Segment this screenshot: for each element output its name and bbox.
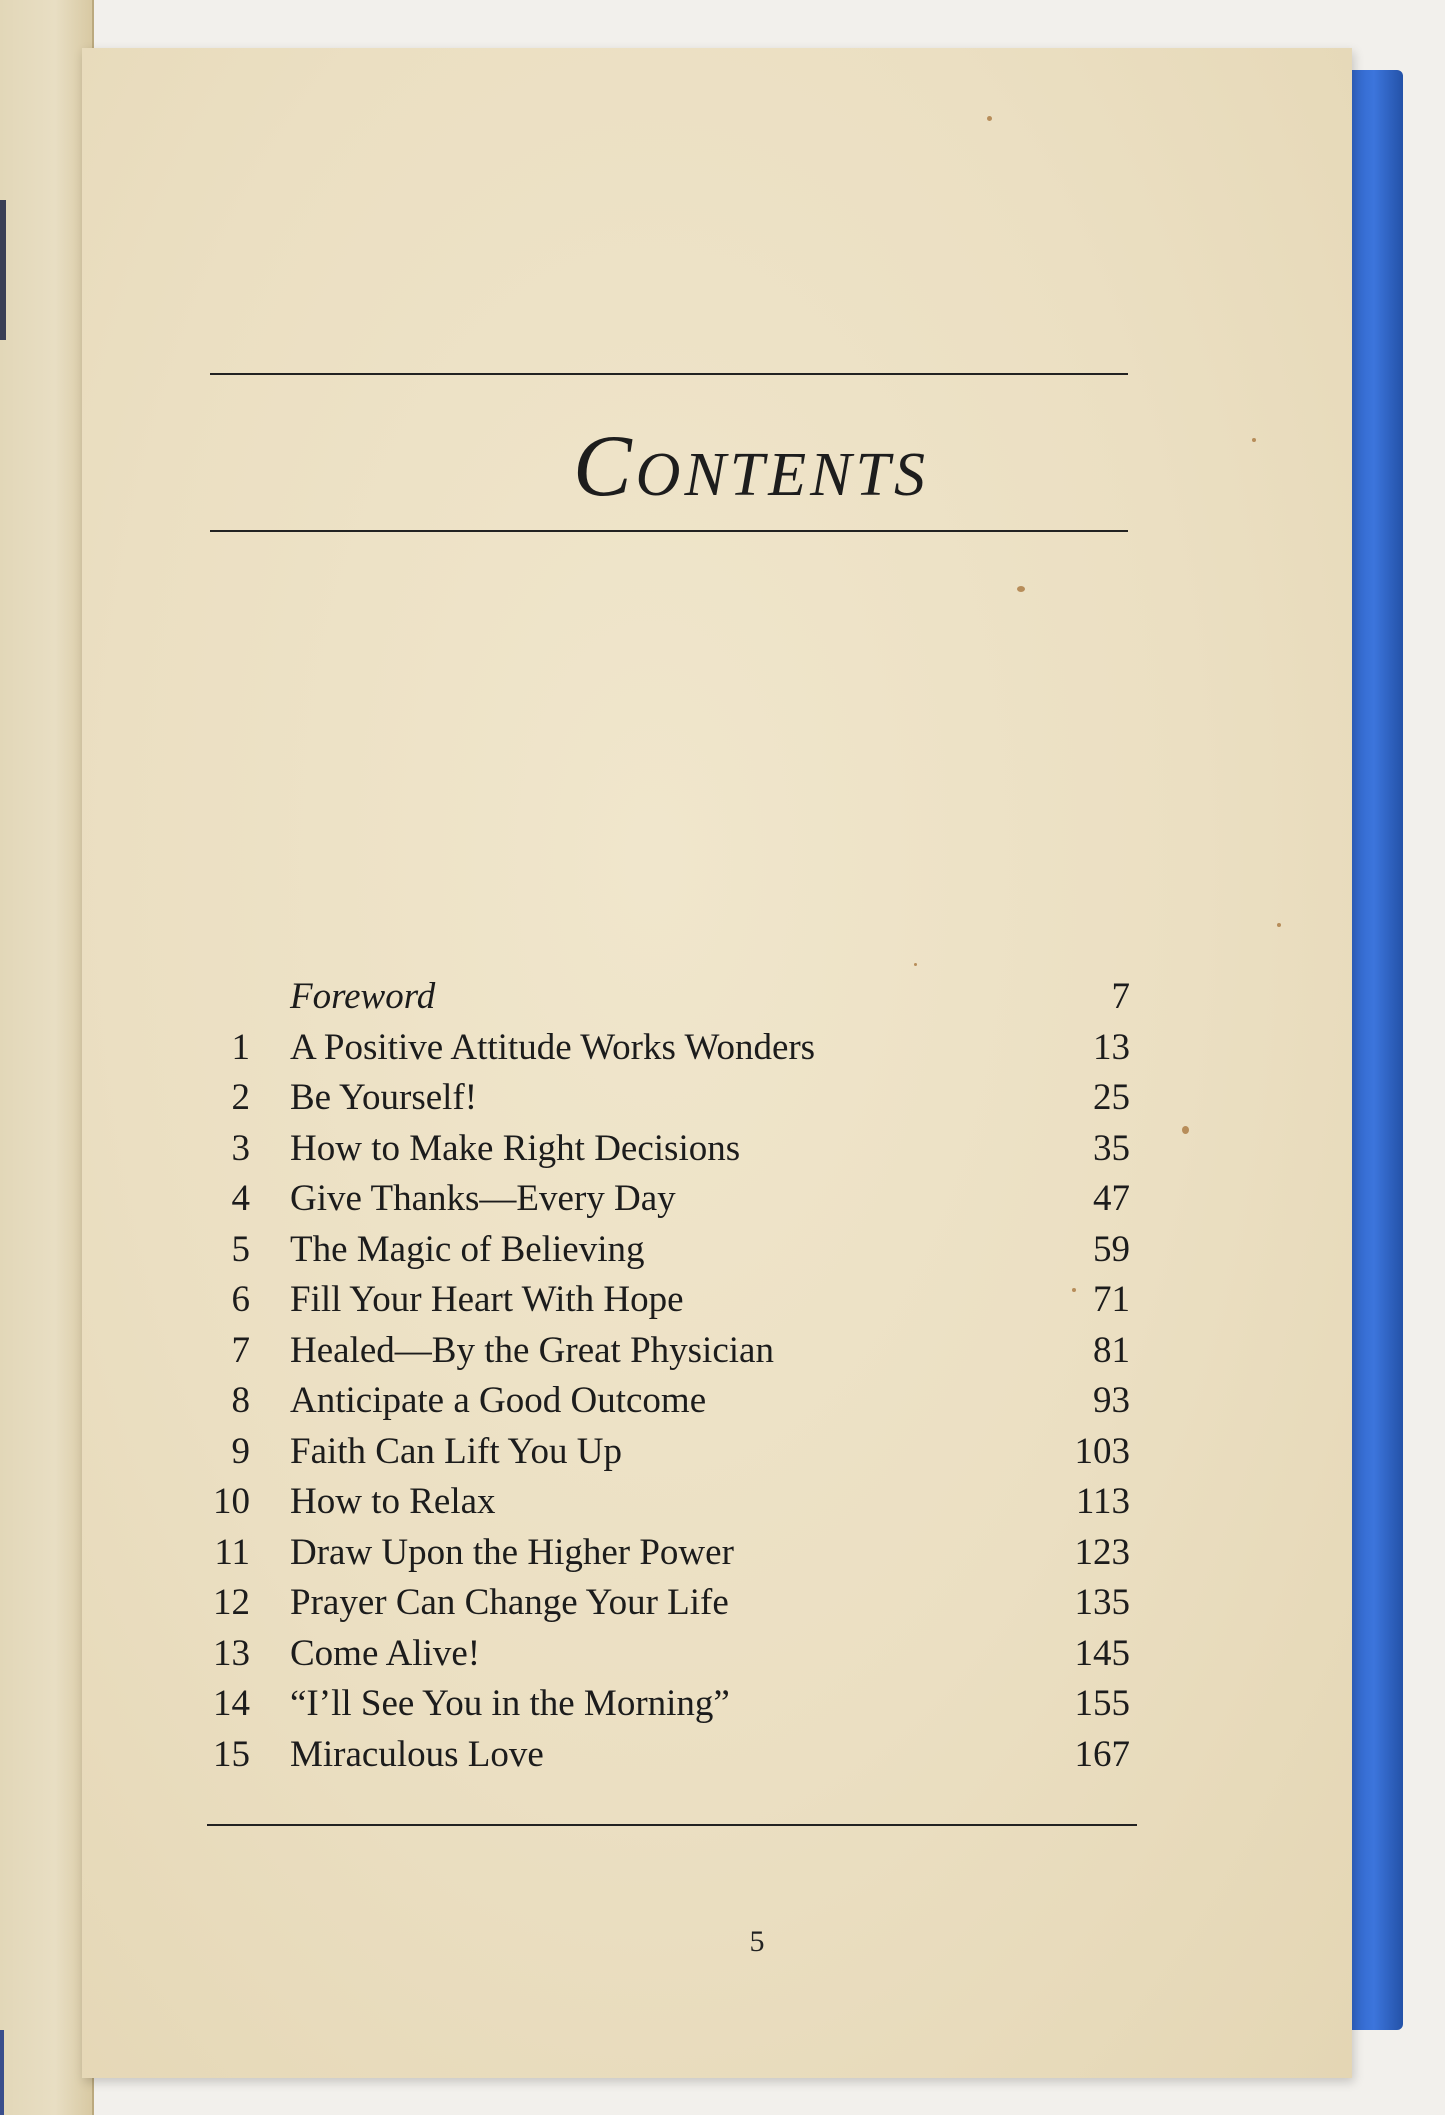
toc-entry-page: 167 xyxy=(1074,1733,1130,1775)
toc-entry-number: 6 xyxy=(231,1279,250,1320)
toc-entry xyxy=(200,1632,1130,1683)
toc-entry-number: 14 xyxy=(213,1683,250,1724)
table-of-contents xyxy=(200,975,1130,1783)
toc-entry-page: 71 xyxy=(1093,1279,1130,1320)
toc-entry-title: A Positive Attitude Works Wonders xyxy=(290,1026,816,1068)
toc-entry xyxy=(200,1177,1130,1228)
left-page-edge xyxy=(0,0,94,2115)
toc-entry-title: Anticipate a Good Outcome xyxy=(290,1380,707,1421)
paper-speck xyxy=(987,116,992,121)
toc-entry-page: 25 xyxy=(1093,1077,1130,1118)
toc-entry-title: Faith Can Lift You Up xyxy=(290,1430,623,1472)
left-page-mark xyxy=(0,200,6,340)
paper-speck xyxy=(1017,586,1025,592)
toc-entry-page: 47 xyxy=(1093,1178,1130,1219)
toc-entry-number: 11 xyxy=(214,1531,250,1573)
toc-entry-number: 8 xyxy=(231,1380,250,1421)
toc-entry-number: 12 xyxy=(213,1582,250,1623)
toc-entry-page: 13 xyxy=(1093,1026,1130,1068)
toc-entry-page: 155 xyxy=(1074,1683,1130,1724)
toc-entry xyxy=(200,1379,1130,1430)
toc-entry-title: Be Yourself! xyxy=(290,1077,478,1118)
toc-entry-number: 4 xyxy=(231,1178,250,1219)
toc-entry-number: 9 xyxy=(231,1430,250,1472)
toc-entry xyxy=(200,1076,1130,1127)
left-page-mark-bottom xyxy=(0,2030,4,2115)
toc-entry-title: “I’ll See You in the Morning” xyxy=(290,1683,730,1724)
toc-entry-page: 7 xyxy=(1111,976,1130,1017)
toc-entry-title: Give Thanks—Every Day xyxy=(290,1178,676,1219)
toc-entry-number: 2 xyxy=(231,1077,250,1118)
toc-entry xyxy=(200,1329,1130,1380)
toc-entry-title: How to Make Right Decisions xyxy=(290,1127,741,1169)
toc-entry-number: 7 xyxy=(231,1329,250,1371)
toc-entry xyxy=(200,1531,1130,1582)
toc-entry-number: 15 xyxy=(213,1733,250,1775)
toc-entry-number: 1 xyxy=(231,1026,250,1068)
toc-entry-page: 59 xyxy=(1093,1228,1130,1270)
page-title: Contents xyxy=(572,418,929,515)
toc-entry xyxy=(200,1581,1130,1632)
toc-entry-page: 35 xyxy=(1093,1127,1130,1169)
toc-entry-page: 123 xyxy=(1074,1531,1130,1573)
toc-entry-title: Healed—By the Great Physician xyxy=(290,1329,774,1371)
toc-entry xyxy=(200,1733,1130,1784)
toc-entry-title: Prayer Can Change Your Life xyxy=(290,1582,729,1623)
toc-entry-title: Come Alive! xyxy=(290,1632,481,1674)
title-rule-bottom xyxy=(210,530,1128,532)
toc-entry-title: Miraculous Love xyxy=(290,1733,544,1775)
toc-entry-title: Foreword xyxy=(290,976,436,1017)
footer-rule xyxy=(207,1824,1137,1826)
toc-entry-title: How to Relax xyxy=(290,1481,496,1522)
toc-entry-page: 103 xyxy=(1074,1430,1130,1472)
toc-entry xyxy=(200,1480,1130,1531)
toc-entry xyxy=(200,1127,1130,1178)
toc-entry xyxy=(200,1026,1130,1077)
title-rule-top xyxy=(210,373,1128,375)
toc-entry-title: Draw Upon the Higher Power xyxy=(290,1531,734,1573)
toc-entry-page: 113 xyxy=(1075,1481,1130,1522)
toc-entry-title: The Magic of Believing xyxy=(290,1228,645,1270)
paper-speck xyxy=(1252,438,1256,442)
toc-entry-page: 145 xyxy=(1074,1632,1130,1674)
toc-entry-number: 13 xyxy=(213,1632,250,1674)
toc-entry xyxy=(200,1228,1130,1279)
page-number: 5 xyxy=(749,1925,765,1958)
toc-entry-number: 5 xyxy=(231,1228,250,1270)
book-cover-edge xyxy=(1345,70,1403,2030)
paper-speck xyxy=(1277,923,1281,927)
toc-entry xyxy=(200,975,1130,1026)
toc-entry-number: 3 xyxy=(231,1127,250,1169)
toc-entry-title: Fill Your Heart With Hope xyxy=(290,1279,684,1320)
toc-entry-page: 135 xyxy=(1074,1582,1130,1623)
toc-entry xyxy=(200,1682,1130,1733)
toc-entry-number: 10 xyxy=(213,1481,250,1522)
toc-entry-page: 93 xyxy=(1093,1380,1130,1421)
toc-entry-page: 81 xyxy=(1093,1329,1130,1371)
toc-entry xyxy=(200,1278,1130,1329)
toc-entry xyxy=(200,1430,1130,1481)
paper-speck xyxy=(914,963,917,966)
paper-speck xyxy=(1182,1126,1189,1134)
